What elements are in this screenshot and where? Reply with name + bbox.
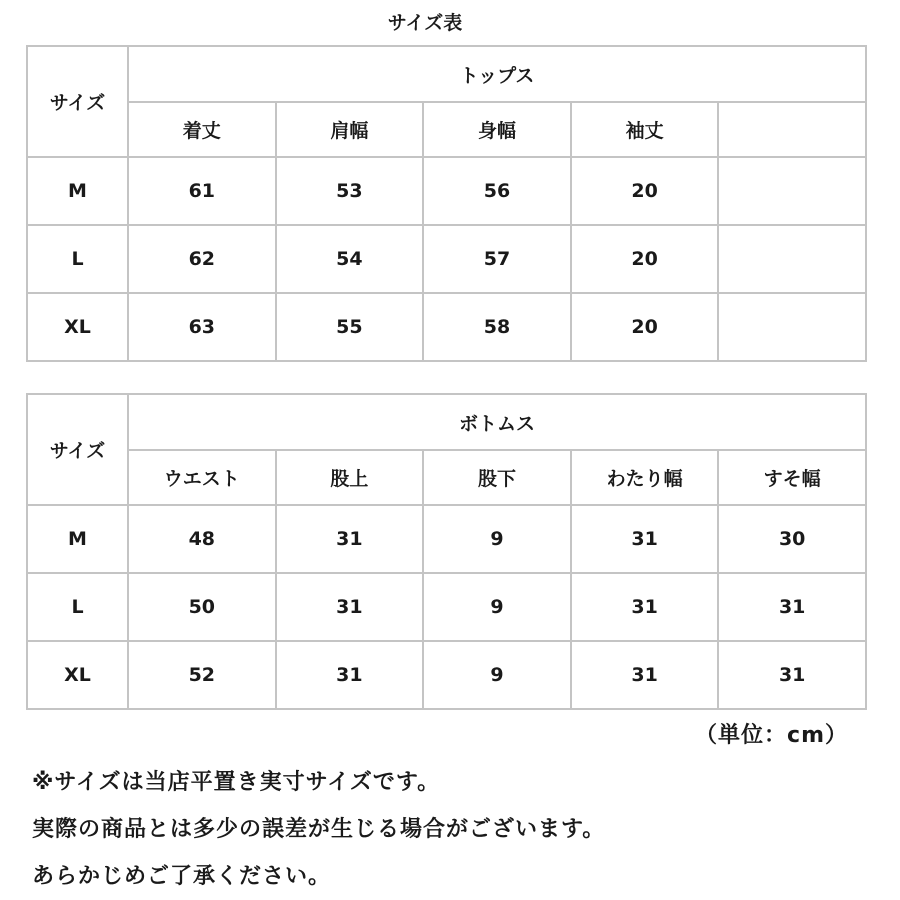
table-row [27, 157, 866, 225]
column-header-row [27, 450, 866, 505]
table-cell: 61 [128, 157, 276, 225]
size-cell: L [27, 225, 128, 293]
size-column-header: サイズ [27, 46, 128, 157]
column-header: 股下 [423, 450, 571, 505]
column-header: 身幅 [423, 102, 571, 157]
unit-note: （単位：cm） [695, 723, 848, 748]
table-row [27, 641, 866, 709]
column-header: 肩幅 [276, 102, 424, 157]
table-row [27, 573, 866, 641]
table-cell: 31 [718, 641, 866, 709]
table-cell: 9 [423, 505, 571, 573]
column-header: 股上 [276, 450, 424, 505]
table-cell: 9 [423, 573, 571, 641]
column-header: 袖丈 [571, 102, 719, 157]
acknowledgement-note: あらかじめご了承ください。 [32, 864, 332, 889]
category-header: トップス [128, 46, 866, 102]
size-column-header: サイズ [27, 394, 128, 505]
measurement-note: ※サイズは当店平置き実寸サイズです。 [32, 770, 441, 795]
table-row [27, 505, 866, 573]
table-cell: 31 [276, 573, 424, 641]
table-cell [718, 293, 866, 361]
table-cell: 31 [276, 505, 424, 573]
table-cell: 53 [276, 157, 424, 225]
size-cell: M [27, 505, 128, 573]
table-header-row [27, 394, 866, 450]
column-header-row [27, 102, 866, 157]
table-row [27, 293, 866, 361]
table-cell: 54 [276, 225, 424, 293]
bottoms-size-table [26, 393, 867, 710]
table-row [27, 225, 866, 293]
table-header-row [27, 46, 866, 102]
table-cell: 31 [571, 641, 719, 709]
column-header: 着丈 [128, 102, 276, 157]
size-cell: M [27, 157, 128, 225]
column-header [718, 102, 866, 157]
table-cell: 57 [423, 225, 571, 293]
table-cell: 30 [718, 505, 866, 573]
table-cell: 48 [128, 505, 276, 573]
table-cell: 62 [128, 225, 276, 293]
variance-note: 実際の商品とは多少の誤差が生じる場合がございます。 [32, 817, 606, 842]
table-cell: 31 [276, 641, 424, 709]
column-header: わたり幅 [571, 450, 719, 505]
table-cell: 31 [571, 505, 719, 573]
table-cell: 50 [128, 573, 276, 641]
column-header: ウエスト [128, 450, 276, 505]
column-header: すそ幅 [718, 450, 866, 505]
table-cell: 20 [571, 157, 719, 225]
table-cell: 63 [128, 293, 276, 361]
category-header: ボトムス [128, 394, 866, 450]
table-cell: 56 [423, 157, 571, 225]
table-cell: 52 [128, 641, 276, 709]
size-cell: XL [27, 641, 128, 709]
table-cell: 20 [571, 225, 719, 293]
table-cell: 58 [423, 293, 571, 361]
table-cell: 9 [423, 641, 571, 709]
table-cell: 20 [571, 293, 719, 361]
page-title: サイズ表 [387, 12, 463, 34]
table-cell: 55 [276, 293, 424, 361]
size-cell: L [27, 573, 128, 641]
size-cell: XL [27, 293, 128, 361]
table-cell: 31 [718, 573, 866, 641]
tops-size-table [26, 45, 867, 362]
table-cell [718, 157, 866, 225]
table-cell [718, 225, 866, 293]
table-cell: 31 [571, 573, 719, 641]
